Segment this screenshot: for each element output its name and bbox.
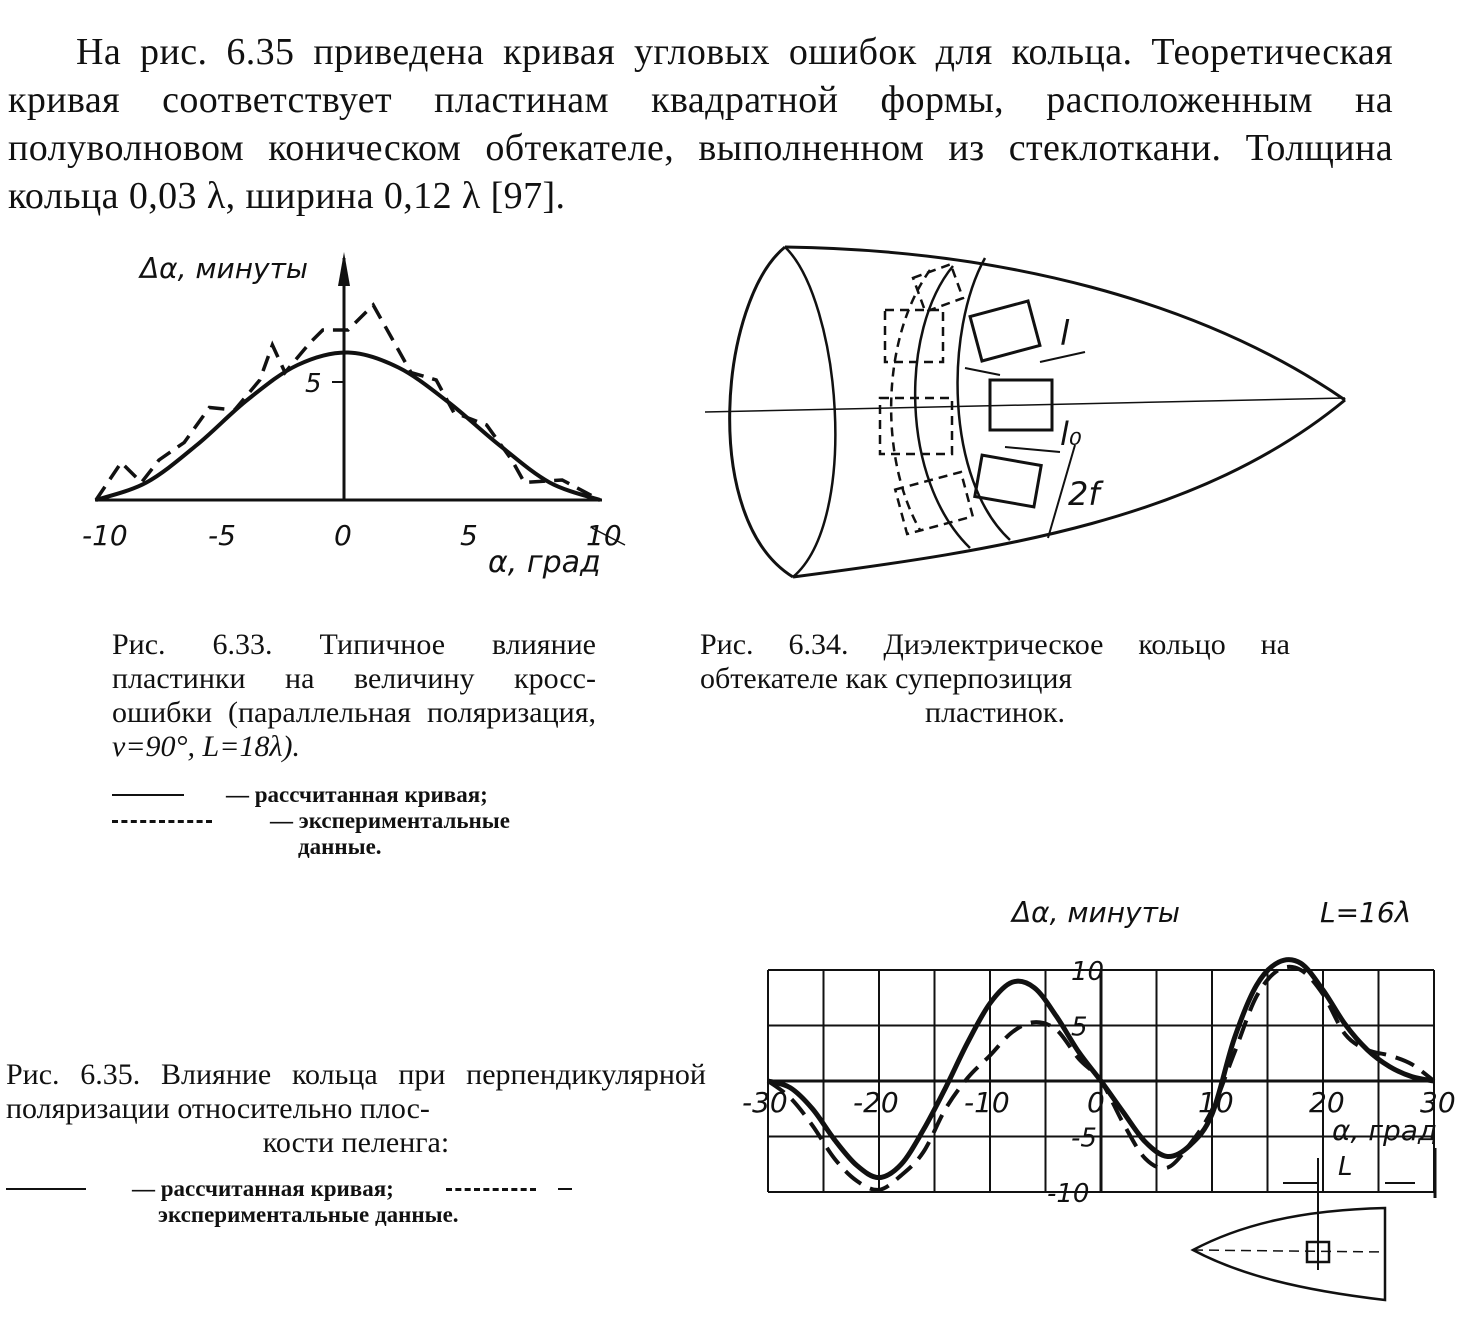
legend-635-dashed-label: экспериментальные данные. [158,1202,459,1227]
fig-633-caption-params: ν=90°, L=18λ). [112,730,300,763]
fig635-ytick-label: -10 [1047,1179,1090,1209]
label-l: l [1060,314,1070,354]
fig635-xtick-label: 20 [1309,1086,1345,1119]
legend-solid-label: — рассчитанная кривая; [226,782,488,807]
fig633-experimental-line [96,305,600,500]
intro-paragraph: На рис. 6.35 приведена кривая угловых ошибок для кольца. Теоретическая кривая соответствует пластинам квадратной формы, расположенным на полуволновом коническом обтекателе, выполненном из стеклоткани. Толщина кольца 0,03 λ, ширина 0,12 λ [97]. [8,31,1393,217]
inset-label-L: L [1338,1152,1353,1182]
fig633-xtick-label: -10 [82,519,128,552]
legend-dashed-label-2: данные. [298,834,382,859]
fig-634-caption-end: пластинок. [925,696,1065,729]
fig-635-caption-end: кости пеленга: [262,1126,450,1159]
fig635-xlabel: α, град [1332,1114,1438,1147]
fig635-xtick-label: 10 [1198,1086,1234,1119]
fig633-xtick-label: 10 [586,519,622,552]
radome-axis [705,398,1345,412]
inset-axis [1193,1250,1385,1252]
fig-635-caption-text: Рис. 6.35. Влияние кольца при перпендикулярной поляризации относительно плос- [6,1058,706,1125]
ring-dashed-arc [891,270,930,530]
fig635-ytick-labels [1047,957,1104,1209]
fig635-ylabel: Δα, минуты [1012,896,1181,929]
fig633-y-arrow [338,252,350,286]
fig633-xtick-label: 0 [334,519,352,552]
fig633-ylabel: Δα, минуты [140,252,309,285]
fig633-series-experimental [96,305,600,500]
legend-635-solid-label: — рассчитанная кривая; [132,1176,394,1201]
fig-635-inset [1193,1148,1435,1300]
fig-635-plot [768,960,1434,1192]
radome-base-back [785,247,835,577]
fig635-ytick-label: -5 [1071,1123,1097,1154]
fig-633-plot [95,252,625,545]
fig635-xtick-label: 30 [1420,1086,1456,1119]
fig633-xlabel: α, град [488,545,601,580]
fig633-calculated-line [96,352,600,500]
fig633-ytick-label-5: 5 [305,369,322,399]
dim-l0-arrow [1005,447,1060,452]
label-2f: 2f [1068,475,1100,513]
dim-l-arrow-2 [965,368,1000,375]
fig633-xtick-label: -5 [208,519,236,552]
plate-solid-1 [970,301,1040,361]
fig635-ytick-label: 5 [1071,1012,1088,1043]
fig-634-caption-text: Рис. 6.34. Диэлектрическое кольцо на обтекателе как суперпозиция [700,628,1290,695]
fig633-series-calculated [96,352,600,500]
fig635-xtick-label: -10 [964,1086,1010,1119]
label-l0: l₀ [1060,415,1082,453]
plate-dashed-2 [885,310,943,362]
fig635-param: L=16λ [1320,896,1412,929]
fig-633-caption-text: Рис. 6.33. Типичное влияние пластинки на величину кросс-ошибки (параллельная поляризация, [112,628,596,729]
fig635-xtick-label: -20 [853,1086,899,1119]
fig-634-drawing [705,247,1345,577]
fig635-ytick-label: 10 [1071,957,1105,987]
fig635-xtick-label: -30 [742,1086,788,1119]
fig633-xtick-label: 5 [460,519,478,552]
legend-dashed-label: — экспериментальные [270,808,510,833]
plate-solid-3 [975,455,1041,507]
fig635-xtick-label: 0 [1087,1086,1105,1119]
inset-radome-outline [1193,1208,1385,1300]
